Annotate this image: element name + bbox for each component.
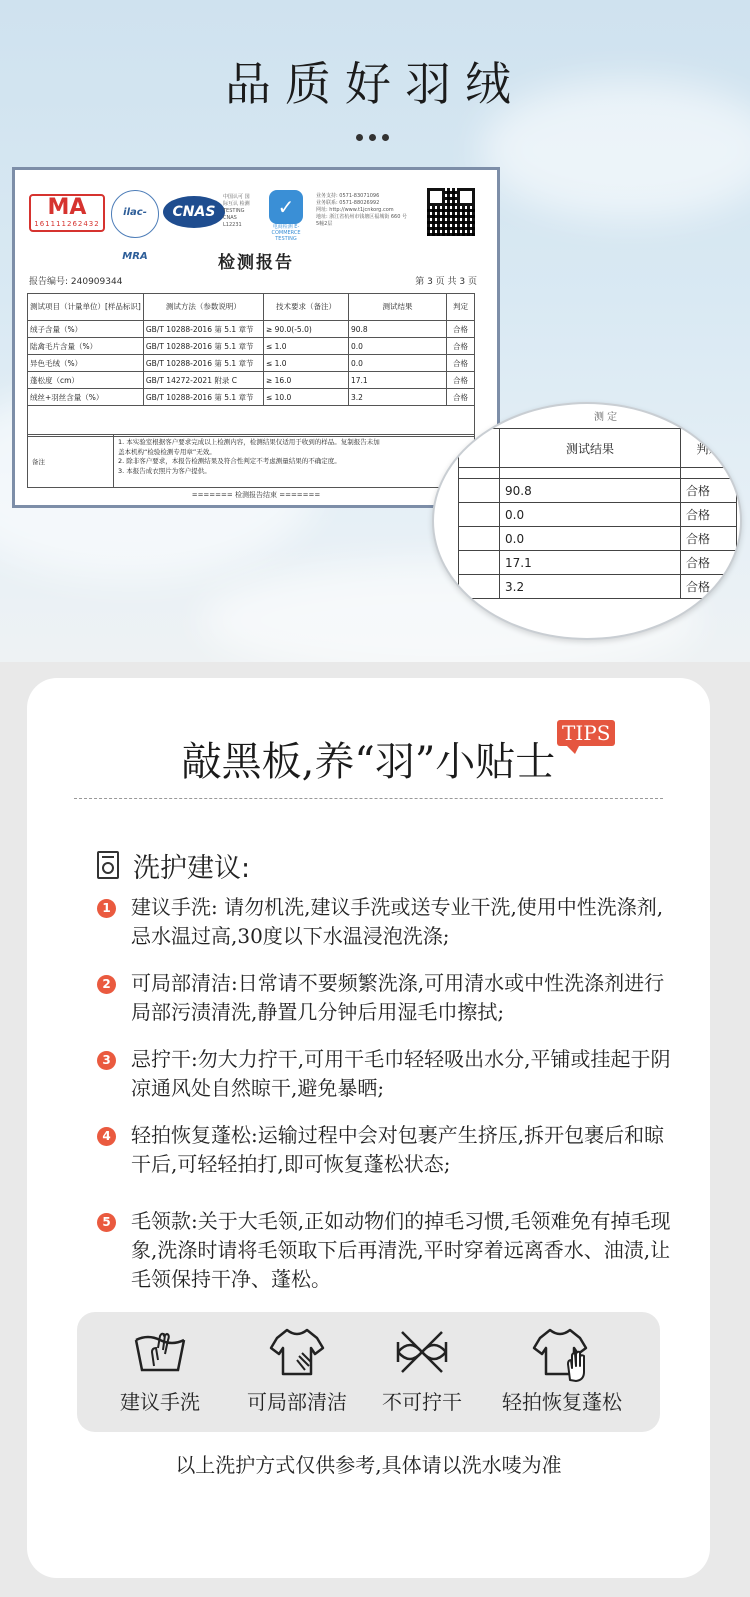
care-section	[0, 662, 750, 1597]
hero-section	[0, 0, 750, 662]
report-page-number: 第 3 页 共 3 页	[415, 277, 477, 287]
report-notes: 备注 1. 本实验室根据客户要求完成以上检测内容，检测结果仅适用于收到的样品。复制报告未加 盖本机构“检验检测专用章”无效。 2. 除非客户要求，本报告检测结果及符合性判定不考虑测量结果的不确定度。 3. 本报告成衣照片为客户提供。	[27, 434, 475, 488]
report-table	[27, 293, 475, 437]
care-icon-item: 可局部清洁	[232, 1312, 362, 1432]
ecommerce-testing-logo: ✓ 电商检测 E-COMMERCE TESTING	[261, 190, 311, 234]
care-icon-item: 不可拧干	[367, 1312, 477, 1432]
no-wring-icon	[392, 1326, 452, 1378]
tips-badge: TIPS	[557, 720, 615, 746]
care-icon-bar	[77, 1312, 660, 1432]
report-table-header: 测试项目（计量单位）[样品标识] 测试方法（参数说明） 技术要求（备注） 测试结果 判定	[28, 294, 475, 321]
qr-code-icon	[427, 188, 475, 236]
lab-contact-info: 业务支持: 0571-83071096 业务联系: 0571-88026992 网址: http://www.t1jcnkorg.com 地址: 浙江省杭州市钱塘区福城街 660 号 5幢2层	[316, 193, 407, 227]
card-title: 敲黑板,养“羽”小贴士	[181, 739, 556, 785]
table-row: 90.8 合格	[459, 479, 737, 503]
spot-clean-shirt-icon	[269, 1326, 325, 1378]
table-row: 3.2 合格	[459, 575, 737, 599]
dashed-divider	[74, 798, 663, 799]
report-title: 检测报告	[218, 253, 294, 273]
ilac-mra-logo: ilac-MRA	[111, 190, 159, 238]
table-row: 17.1 合格	[459, 551, 737, 575]
care-icon-item: 建议手洗	[105, 1312, 215, 1432]
report-end: ======= 检测报告结束 =======	[191, 491, 321, 499]
table-row: 陆禽毛片含量（%） GB/T 10288-2016 第 5.1 章节 ≤ 1.0 0.0 合格	[28, 338, 475, 355]
washing-machine-icon	[97, 851, 119, 879]
hand-wash-icon	[132, 1326, 188, 1378]
accreditation-text: 中国认可 国际互认 检测 TESTING CNAS L12231	[223, 194, 250, 228]
table-row: 0.0 合格	[459, 503, 737, 527]
pat-shirt-icon	[532, 1326, 594, 1382]
report-logos	[29, 190, 489, 262]
number-badge: 5	[97, 1213, 116, 1232]
care-tips-card: TIPS 敲黑板,养“羽”小贴士 洗护建议: 1 建议手洗: 请勿机洗,建议手洗或送专业干洗,使用中性洗涤剂,忌水温过高,30度以下水温浸泡洗涤; 2 可局部清洁:日常请不要频繁洗涤,可用清水或中性洗涤剂进行局部污渍清洗,静置几分钟后用湿毛巾擦拭; 3 忌拧干:勿大力拧干,可用干毛巾轻轻吸出水分,平铺或挂起于阴凉通风处自然晾干,避免暴晒; 4 轻拍恢复蓬松:运输过程中会对包裹产生挤压,拆开包裹后和晾干后,可轻轻拍打,即可恢复蓬松状态; 5 毛领款:关于大毛领,正如动物们的掉毛习惯,毛领难免有掉毛现象,洗涤时请将毛领取下后再清洗,平时穿着远离香水、油渍,让毛领保持干净、蓬松。 建议手洗 可局部清洁 不可拧干 轻拍恢复蓬松 以上洗护方式仅供参考,具体请以洗水唛为准	[27, 678, 710, 1578]
care-icon-item: 轻拍恢复蓬松	[487, 1312, 637, 1432]
title-dots	[353, 126, 397, 136]
number-badge: 2	[97, 975, 116, 994]
test-report-document	[12, 167, 500, 508]
check-shield-icon: ✓	[269, 190, 303, 224]
report-number: 报告编号: 240909344	[29, 277, 123, 287]
page-title: 品质好羽绒	[225, 57, 525, 111]
cnas-logo: CNAS	[163, 196, 225, 228]
table-row: 蓬松度（cm） GB/T 14272-2021 附录 C ≥ 16.0 17.1 合格	[28, 372, 475, 389]
number-badge: 4	[97, 1127, 116, 1146]
footnote: 以上洗护方式仅供参考,具体请以洗水唛为准	[175, 1453, 562, 1477]
cma-logo: MA 161111262432	[29, 194, 105, 232]
table-row: 绒子含量（%） GB/T 10288-2016 第 5.1 章节 ≥ 90.0(-5.0) 90.8 合格	[28, 321, 475, 338]
table-row: 绒丝+羽丝含量（%） GB/T 10288-2016 第 5.1 章节 ≤ 10.0 3.2 合格	[28, 389, 475, 406]
number-badge: 3	[97, 1051, 116, 1070]
magnified-results: 测 定 测试结果 判定 90.8 合格 0.0 合格 0.0 合格 17.1 合格 3.2 合格	[432, 402, 742, 640]
table-row: 异色毛绒（%） GB/T 10288-2016 第 5.1 章节 ≤ 1.0 0.0 合格	[28, 355, 475, 372]
magnified-table: 测试结果 判定 90.8 合格 0.0 合格 0.0 合格 17.1 合格 3.2 合格	[458, 428, 737, 599]
table-row-blank	[28, 406, 475, 437]
number-badge: 1	[97, 899, 116, 918]
table-row: 0.0 合格	[459, 527, 737, 551]
